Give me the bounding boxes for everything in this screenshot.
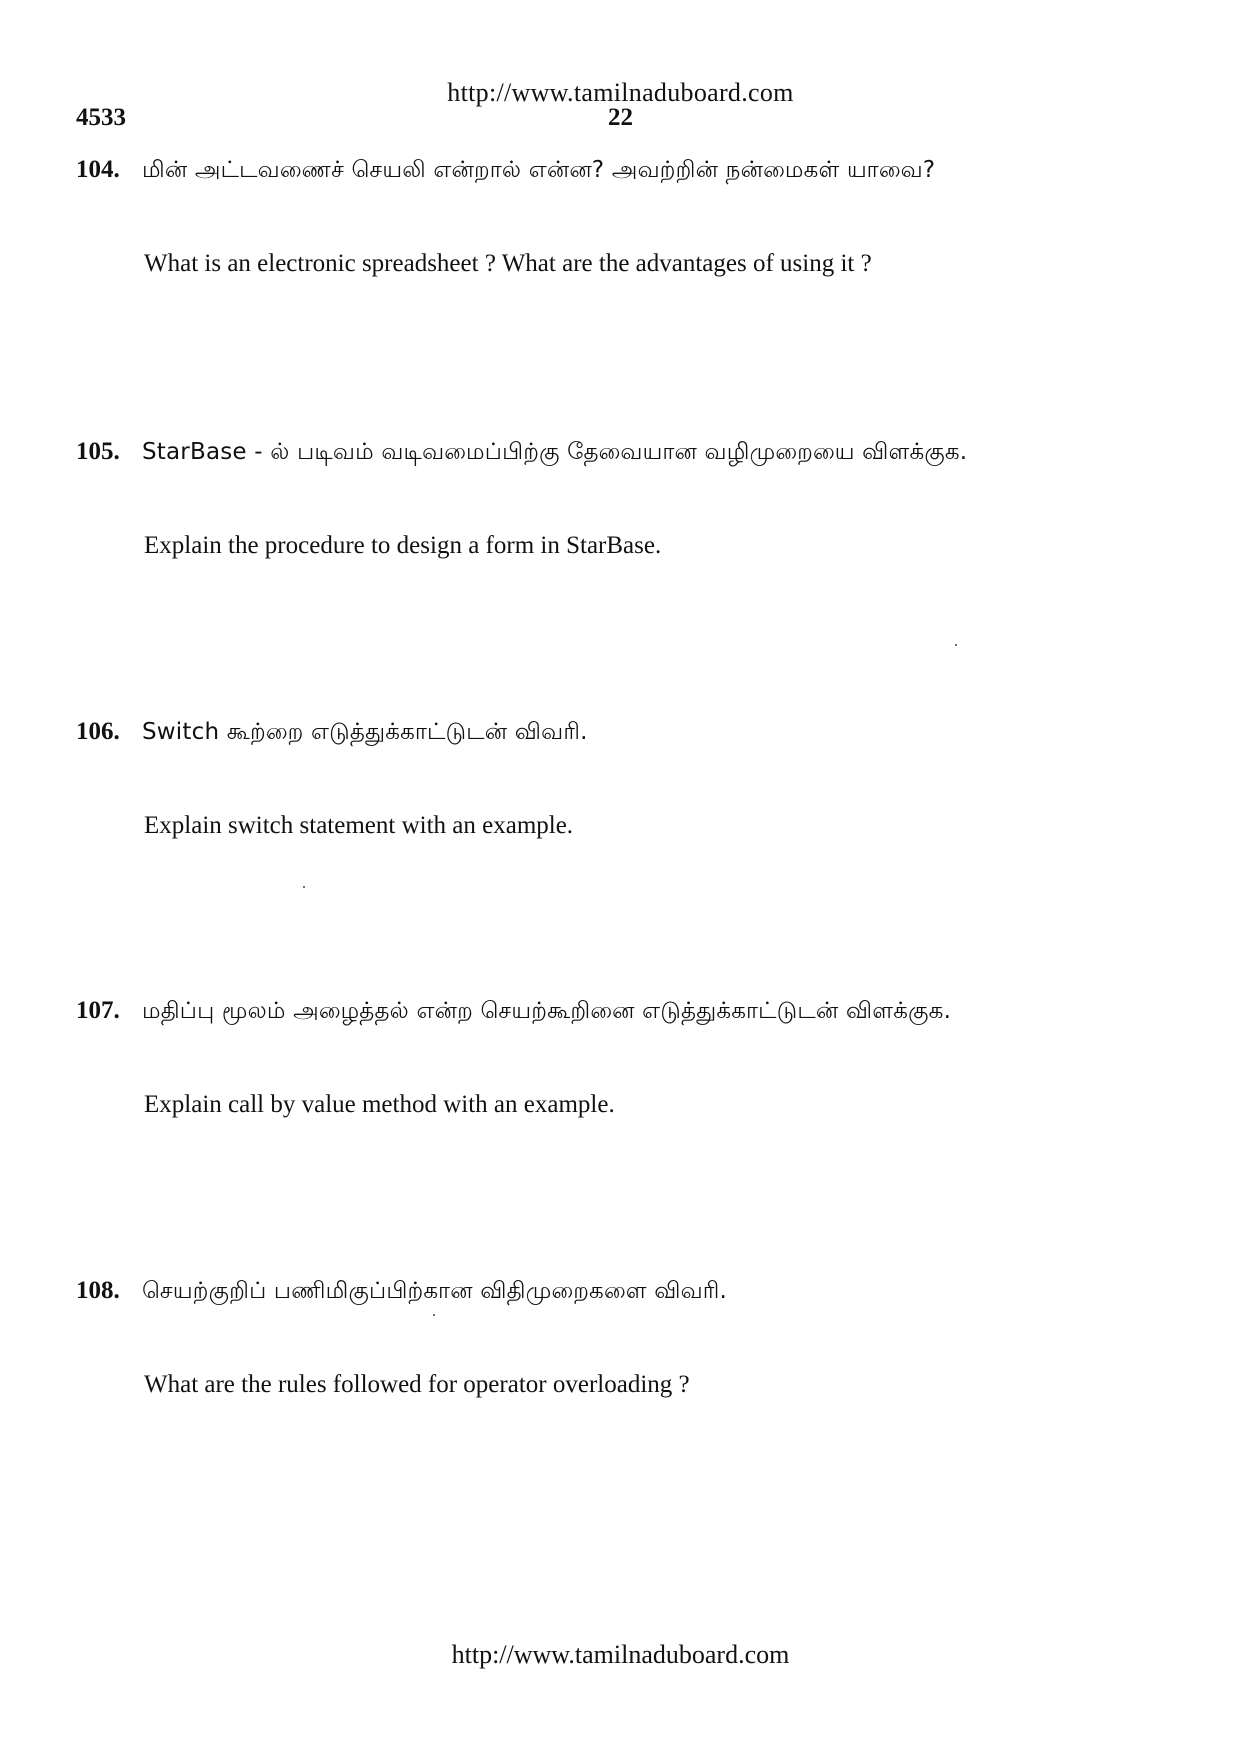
question-tamil-line <box>76 997 1176 1027</box>
question-number: 107. <box>76 997 120 1024</box>
question-tamil-text: StarBase - ல் படிவம் வடிவமைப்பிற்கு தேவையான வழிமுறையை விளக்குக. <box>142 439 968 465</box>
page-number: 22 <box>608 104 633 131</box>
scan-speck <box>433 1314 435 1316</box>
scan-speck <box>303 886 305 888</box>
question-106 <box>76 718 1176 840</box>
scan-speck <box>955 644 957 646</box>
footer-url: http://www.tamilnaduboard.com <box>451 1640 790 1669</box>
question-number: 104. <box>76 156 120 183</box>
question-108 <box>76 1277 1176 1399</box>
question-tamil-text: மின் அட்டவணைச் செயலி என்றால் என்ன? அவற்றின் நன்மைகள் யாவை? <box>142 157 936 183</box>
question-107 <box>76 997 1176 1119</box>
paper-code: 4533 <box>76 104 126 131</box>
question-104 <box>76 156 1176 278</box>
question-english-text: What are the rules followed for operator overloading ? <box>144 1371 690 1398</box>
question-number: 108. <box>76 1277 120 1304</box>
question-english-text: What is an electronic spreadsheet ? What are the advantages of using it ? <box>144 250 872 277</box>
question-number: 106. <box>76 718 120 745</box>
question-tamil-line <box>76 718 1176 748</box>
question-tamil-text: மதிப்பு மூலம் அழைத்தல் என்ற செயற்கூறினை எடுத்துக்காட்டுடன் விளக்குக. <box>142 998 952 1024</box>
question-tamil-line <box>76 1277 1176 1307</box>
header-url: http://www.tamilnaduboard.com <box>447 78 794 107</box>
question-number: 105. <box>76 438 120 465</box>
question-english-text: Explain the procedure to design a form in StarBase. <box>144 532 662 559</box>
question-105 <box>76 438 1176 560</box>
question-english-text: Explain call by value method with an example. <box>144 1091 615 1118</box>
question-english-text: Explain switch statement with an example. <box>144 812 574 839</box>
question-tamil-text: செயற்குறிப் பணிமிகுப்பிற்கான விதிமுறைகளை விவரி. <box>142 1278 728 1304</box>
question-tamil-line <box>76 156 1176 186</box>
question-tamil-line <box>76 438 1176 468</box>
question-tamil-text: Switch கூற்றை எடுத்துக்காட்டுடன் விவரி. <box>142 719 588 745</box>
